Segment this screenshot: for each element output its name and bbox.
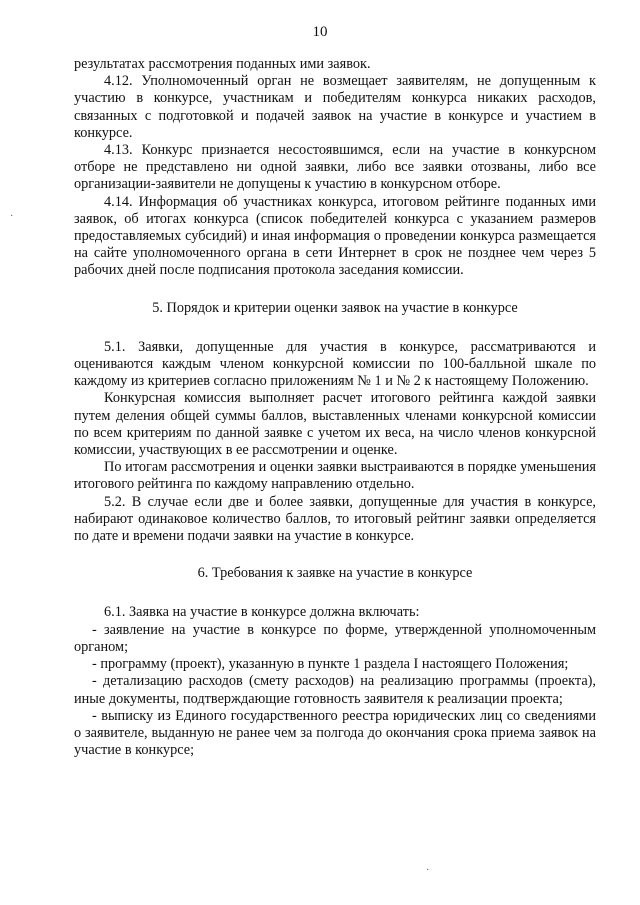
- section-6-heading: 6. Требования к заявке на участие в конкурсе: [197, 565, 473, 582]
- list-item-application: - заявление на участие в конкурсе по форме, утвержденной уполномоченным органом;: [74, 621, 596, 655]
- document-body: [74, 56, 596, 759]
- margin-dot: ·: [10, 211, 14, 222]
- paragraph-continuation: результатах рассмотрения поданных ими заявок.: [74, 56, 371, 72]
- paragraph-5-1-ordering: По итогам рассмотрения и оценки заявки выстраиваются в порядке уменьшения итогового рейтинга по каждому направлению отдельно.: [74, 459, 596, 493]
- paragraph-4-13: 4.13. Конкурс признается несостоявшимся, если на участие в конкурсном отборе не представлено ни одной заявки, либо все заявки отозваны, либо все организации-заявители не допущены к участию в конкурсном отборе.: [74, 142, 596, 193]
- page-number: 10: [312, 24, 328, 40]
- paragraph-5-1: 5.1. Заявки, допущенные для участия в конкурсе, рассматриваются и оцениваются каждым членом конкурсной комиссии по 100-балльной шкале по каждому из критериев согласно приложениям № 1 и № 2 к настоящему Положению.: [74, 338, 596, 390]
- paragraph-5-1-rating: Конкурсная комиссия выполняет расчет итогового рейтинга каждой заявки путем деления общей суммы баллов, выставленных членами конкурсной комиссии по всем критериям по данной заявке с учетом их веса, на число членов конкурсной комиссии, участвующих в ее рассмотрении и оценке.: [74, 390, 596, 459]
- paragraph-6-1: 6.1. Заявка на участие в конкурсе должна включать:: [104, 604, 420, 621]
- paragraph-4-14: 4.14. Информация об участниках конкурса, итоговом рейтинге поданных ими заявок, об итогах конкурса (список победителей конкурса с указанием размеров предоставляемых субсидий) и иная информация о проведении конкурса размещается на сайте уполномоченного органа в сети Интернет в срок не позднее чем через 5 рабочих дней после подписания протокола заседания комиссии.: [74, 193, 596, 279]
- list-item-registry-extract: - выписку из Единого государственного реестра юридических лиц со сведениями о заявителе, выданную не ранее чем за полгода до окончания срока приема заявок на участие в конкурсе;: [74, 707, 596, 759]
- scan-dot: ·: [426, 865, 430, 876]
- list-item-program: - программу (проект), указанную в пункте 1 раздела I настоящего Положения;: [92, 656, 569, 673]
- section-5-heading: 5. Порядок и критерии оценки заявок на участие в конкурсе: [152, 299, 518, 316]
- paragraph-5-2: 5.2. В случае если две и более заявки, допущенные для участия в конкурсе, набирают одинаковое количество баллов, то итоговый рейтинг заявки определяется по дате и времени подачи заявки на участие в конкурсе.: [74, 493, 596, 545]
- paragraph-4-12: 4.12. Уполномоченный орган не возмещает заявителям, не допущенным к участию в конкурсе, участникам и победителям конкурса никаких расходов, связанных с подготовкой и подачей заявок на участие в конкурсе и участием в конкурсе.: [74, 73, 596, 141]
- list-item-budget: - детализацию расходов (смету расходов) на реализацию программы (проекта), иные документы, подтверждающие готовность заявителя к реализации проекта;: [74, 673, 596, 707]
